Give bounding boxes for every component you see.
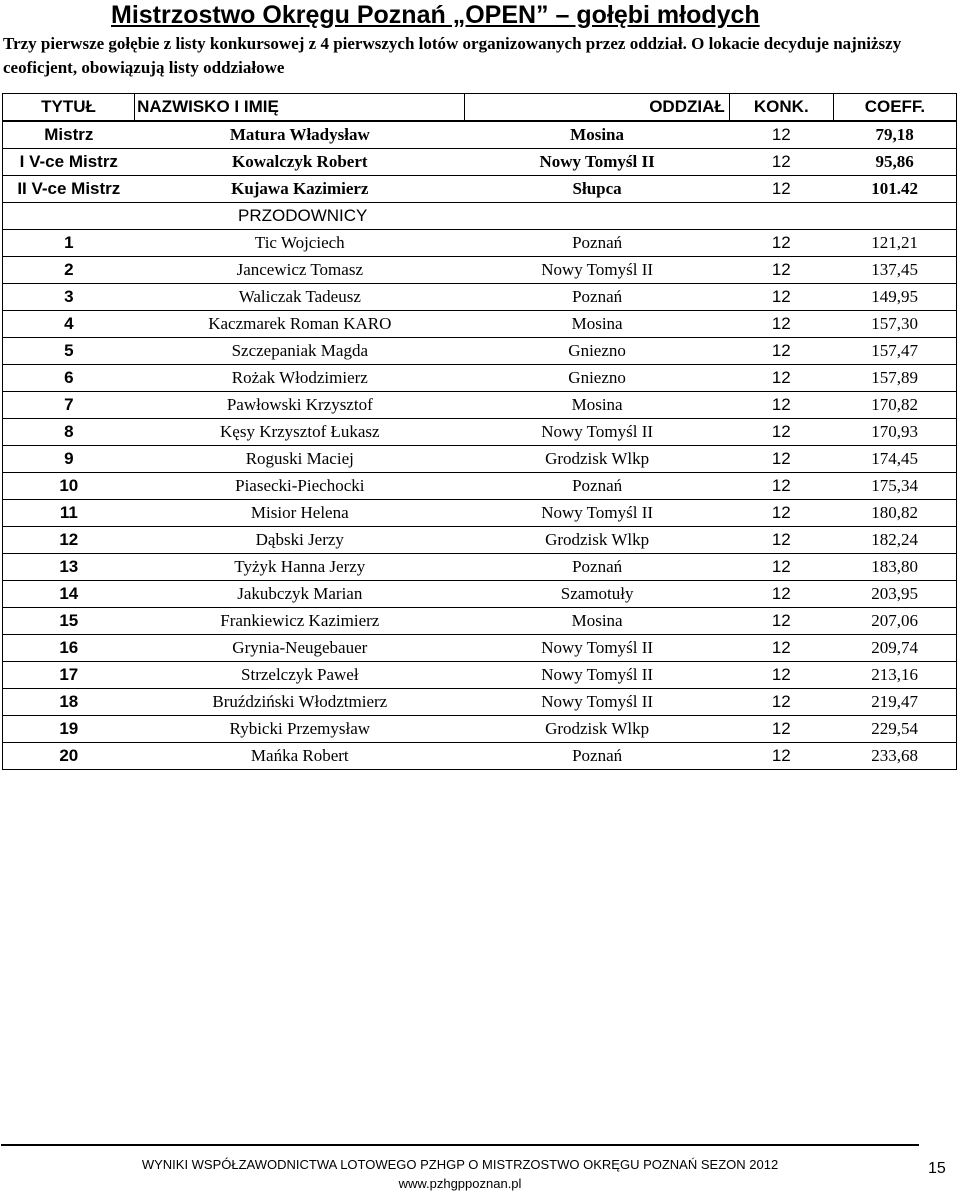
rank-cell: 17 <box>3 662 135 689</box>
champion-branch: Nowy Tomyśl II <box>465 149 729 176</box>
footer-url: www.pzhgppoznan.pl <box>398 1176 522 1191</box>
coeff-cell: 170,82 <box>833 392 956 419</box>
table-row <box>3 419 957 446</box>
table-row <box>3 338 957 365</box>
rank-cell: 1 <box>3 230 135 257</box>
coeff-cell: 121,21 <box>833 230 956 257</box>
results-table-body <box>3 94 957 770</box>
konk-cell: 12 <box>729 743 833 770</box>
coeff-cell: 174,45 <box>833 446 956 473</box>
table-row <box>3 230 957 257</box>
coeff-cell: 157,89 <box>833 365 956 392</box>
branch-cell: Poznań <box>465 473 729 500</box>
branch-cell: Nowy Tomyśl II <box>465 500 729 527</box>
rank-cell: 13 <box>3 554 135 581</box>
coeff-cell: 207,06 <box>833 608 956 635</box>
name-cell: Jakubczyk Marian <box>135 581 465 608</box>
rank-cell: 7 <box>3 392 135 419</box>
konk-cell: 12 <box>729 527 833 554</box>
name-cell: Piasecki-Piechocki <box>135 473 465 500</box>
name-cell: Pawłowski Krzysztof <box>135 392 465 419</box>
konk-cell: 12 <box>729 230 833 257</box>
table-row <box>3 311 957 338</box>
rank-cell: 15 <box>3 608 135 635</box>
section-label: PRZODOWNICY <box>3 203 957 230</box>
champion-coeff: 101.42 <box>833 176 956 203</box>
konk-cell: 12 <box>729 419 833 446</box>
rank-cell: 5 <box>3 338 135 365</box>
branch-cell: Nowy Tomyśl II <box>465 635 729 662</box>
coeff-cell: 182,24 <box>833 527 956 554</box>
coeff-cell: 175,34 <box>833 473 956 500</box>
branch-cell: Gniezno <box>465 338 729 365</box>
konk-cell: 12 <box>729 284 833 311</box>
branch-cell: Mosina <box>465 392 729 419</box>
name-cell: Waliczak Tadeusz <box>135 284 465 311</box>
rank-cell: 6 <box>3 365 135 392</box>
table-row <box>3 635 957 662</box>
results-table <box>2 93 957 770</box>
branch-cell: Mosina <box>465 608 729 635</box>
konk-cell: 12 <box>729 689 833 716</box>
name-cell: Tyżyk Hanna Jerzy <box>135 554 465 581</box>
name-cell: Grynia-Neugebauer <box>135 635 465 662</box>
name-cell: Jancewicz Tomasz <box>135 257 465 284</box>
footer-text: WYNIKI WSPÓŁZAWODNICTWA LOTOWEGO PZHGP O MISTRZOSTWO OKRĘGU POZNAŃ SEZON 2012 <box>141 1157 779 1172</box>
page-number: 15 <box>928 1160 946 1177</box>
rank-cell: 4 <box>3 311 135 338</box>
name-cell: Bruździński Włodztmierz <box>135 689 465 716</box>
champion-title: I V-ce Mistrz <box>3 149 135 176</box>
rank-cell: 8 <box>3 419 135 446</box>
header-konk: KONK. <box>729 94 833 122</box>
header-title: TYTUŁ <box>3 94 135 122</box>
champion-name: Kujawa Kazimierz <box>135 176 465 203</box>
branch-cell: Nowy Tomyśl II <box>465 689 729 716</box>
branch-cell: Mosina <box>465 311 729 338</box>
coeff-cell: 183,80 <box>833 554 956 581</box>
branch-cell: Poznań <box>465 230 729 257</box>
name-cell: Szczepaniak Magda <box>135 338 465 365</box>
table-row <box>3 716 957 743</box>
champion-branch: Słupca <box>465 176 729 203</box>
rank-cell: 19 <box>3 716 135 743</box>
branch-cell: Szamotuły <box>465 581 729 608</box>
branch-cell: Nowy Tomyśl II <box>465 662 729 689</box>
champion-row <box>3 121 957 149</box>
coeff-cell: 170,93 <box>833 419 956 446</box>
champion-konk: 12 <box>729 176 833 203</box>
konk-cell: 12 <box>729 716 833 743</box>
champion-row <box>3 149 957 176</box>
champion-title: II V-ce Mistrz <box>3 176 135 203</box>
konk-cell: 12 <box>729 554 833 581</box>
champion-title: Mistrz <box>3 121 135 149</box>
table-row <box>3 608 957 635</box>
header-branch: ODDZIAŁ <box>465 94 729 122</box>
coeff-cell: 233,68 <box>833 743 956 770</box>
coeff-cell: 213,16 <box>833 662 956 689</box>
coeff-cell: 219,47 <box>833 689 956 716</box>
rank-cell: 14 <box>3 581 135 608</box>
coeff-cell: 180,82 <box>833 500 956 527</box>
name-cell: Dąbski Jerzy <box>135 527 465 554</box>
table-row <box>3 689 957 716</box>
branch-cell: Poznań <box>465 554 729 581</box>
name-cell: Tic Wojciech <box>135 230 465 257</box>
branch-cell: Gniezno <box>465 365 729 392</box>
konk-cell: 12 <box>729 635 833 662</box>
name-cell: Kaczmarek Roman KARO <box>135 311 465 338</box>
header-coeff: COEFF. <box>833 94 956 122</box>
konk-cell: 12 <box>729 446 833 473</box>
table-row <box>3 500 957 527</box>
coeff-cell: 157,47 <box>833 338 956 365</box>
konk-cell: 12 <box>729 338 833 365</box>
coeff-cell: 149,95 <box>833 284 956 311</box>
branch-cell: Poznań <box>465 743 729 770</box>
konk-cell: 12 <box>729 311 833 338</box>
table-row <box>3 581 957 608</box>
name-cell: Strzelczyk Paweł <box>135 662 465 689</box>
table-row <box>3 392 957 419</box>
table-row <box>3 554 957 581</box>
table-row <box>3 446 957 473</box>
rank-cell: 9 <box>3 446 135 473</box>
konk-cell: 12 <box>729 392 833 419</box>
champion-konk: 12 <box>729 121 833 149</box>
name-cell: Frankiewicz Kazimierz <box>135 608 465 635</box>
section-row <box>3 203 957 230</box>
table-row <box>3 365 957 392</box>
rank-cell: 10 <box>3 473 135 500</box>
konk-cell: 12 <box>729 662 833 689</box>
table-row <box>3 473 957 500</box>
branch-cell: Nowy Tomyśl II <box>465 419 729 446</box>
champion-coeff: 95,86 <box>833 149 956 176</box>
name-cell: Rybicki Przemysław <box>135 716 465 743</box>
konk-cell: 12 <box>729 473 833 500</box>
coeff-cell: 157,30 <box>833 311 956 338</box>
champion-coeff: 79,18 <box>833 121 956 149</box>
konk-cell: 12 <box>729 257 833 284</box>
rank-cell: 16 <box>3 635 135 662</box>
rank-cell: 2 <box>3 257 135 284</box>
champion-konk: 12 <box>729 149 833 176</box>
coeff-cell: 209,74 <box>833 635 956 662</box>
branch-cell: Grodzisk Wlkp <box>465 527 729 554</box>
konk-cell: 12 <box>729 365 833 392</box>
konk-cell: 12 <box>729 500 833 527</box>
rank-cell: 20 <box>3 743 135 770</box>
champion-name: Matura Władysław <box>135 121 465 149</box>
coeff-cell: 203,95 <box>833 581 956 608</box>
branch-cell: Nowy Tomyśl II <box>465 257 729 284</box>
table-row <box>3 743 957 770</box>
name-cell: Roguski Maciej <box>135 446 465 473</box>
table-row <box>3 257 957 284</box>
champion-name: Kowalczyk Robert <box>135 149 465 176</box>
name-cell: Misior Helena <box>135 500 465 527</box>
champion-branch: Mosina <box>465 121 729 149</box>
footer-divider <box>1 1144 919 1146</box>
name-cell: Mańka Robert <box>135 743 465 770</box>
branch-cell: Grodzisk Wlkp <box>465 716 729 743</box>
table-row <box>3 527 957 554</box>
coeff-cell: 137,45 <box>833 257 956 284</box>
table-header-row <box>3 94 957 122</box>
page-subtitle: Trzy pierwsze gołębie z listy konkursowej z 4 pierwszych lotów organizowanych przez oddział. O lokacie decyduje najniższy ceoficjent, obowiązują listy oddziałowe <box>3 34 902 77</box>
name-cell: Kęsy Krzysztof Łukasz <box>135 419 465 446</box>
rank-cell: 3 <box>3 284 135 311</box>
coeff-cell: 229,54 <box>833 716 956 743</box>
header-name: NAZWISKO I IMIĘ <box>135 94 465 122</box>
branch-cell: Grodzisk Wlkp <box>465 446 729 473</box>
rank-cell: 12 <box>3 527 135 554</box>
konk-cell: 12 <box>729 581 833 608</box>
konk-cell: 12 <box>729 608 833 635</box>
table-row <box>3 284 957 311</box>
name-cell: Rożak Włodzimierz <box>135 365 465 392</box>
table-row <box>3 662 957 689</box>
page-title: Mistrzostwo Okręgu Poznań „OPEN” – gołębi młodych <box>111 1 760 29</box>
branch-cell: Poznań <box>465 284 729 311</box>
champion-row <box>3 176 957 203</box>
rank-cell: 18 <box>3 689 135 716</box>
rank-cell: 11 <box>3 500 135 527</box>
